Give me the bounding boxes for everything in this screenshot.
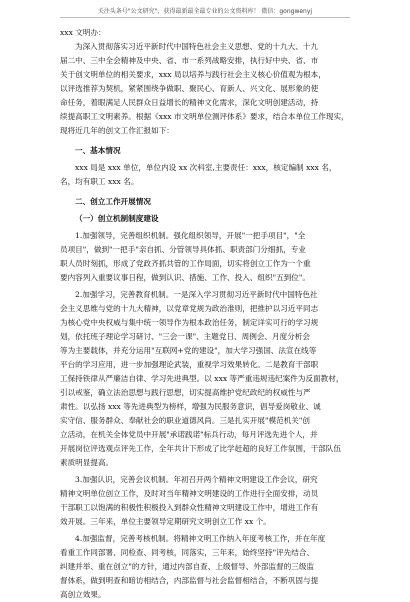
item-leadership [60,229,360,285]
paragraph-line: 精神文明单位创立工作，及时对当年精神文明建设的工作进行全面安排，动员 [60,489,319,498]
paragraph-line: 名，均有职工 xxx 名。 [60,177,139,186]
paragraph-line: 工保持铁律从严廉洁自律、学习先进典型。以 xxx 等严重违规违纪案件为反面教材， [60,374,344,383]
paragraph-line: 划，依托班子理论学习研讨、"三会一课"、主题党日、周例会、月度分析会 [60,332,310,341]
paragraph-line: 会主义思维与党的十九大精神，以党章党规为政治准则，把推护以习近平同志 [60,304,319,313]
paragraph-line: 实守信、服务群众、奉献社会的职业道德风尚。三是扎实开展"模范机关"创 [60,416,310,425]
header-divider [60,17,350,18]
paragraph-line: 督体系，做到明查和暗访相结合，内部监督与社会监督相结合，不断巩固与提 [60,576,319,585]
paragraph-line: 以评选推荐为契机，紧紧围绕争做职、聚民心、育新人、兴文化、展形象的使 [60,84,319,93]
subsection-title-mechanism: （一）创立机制制度建设 [75,214,159,223]
paragraph-line: 续提高职工文明素养。根据《xxx 市文明单位测评体系》要求，结合本单位工作现实， [60,112,349,121]
salutation: xxx 文明办： [60,28,106,37]
paragraph-line: 2.加强学习，完善教育机制。一是深入学习贯彻习近平新时代中国特色社 [75,290,318,299]
paragraph-line: 1.加强领导，完善组织机制。强化组织领导，开展"一把手项目"，"全 [75,231,306,240]
paragraph-line: 平台的学习应用，进一步加强理论武装，重视学习效果转化。二是教育干部职 [60,360,319,369]
paragraph-line: 纠建并举、重在创立"的方针，通过内部自查、上级督导、外部监督的三级监 [60,562,315,571]
paragraph-line: 要内容列入重要议事日程，做到认识、措施、工作、投入、组织"五到位"。 [60,273,310,282]
paragraph-line: 素质明显提高。 [60,458,114,467]
page-header: 关注头条号"公文研究"，获得最新最全最专业的公文资料库！ 微信：gongwenyj [97,8,313,15]
paragraph-line: 立活动，在机关全体党员中开展"承诺践诺"标兵行动，每月评选先进个人，并 [60,430,318,439]
paragraph-line: 届二中、三中全会精神及中央、省、市一系列战略安排，执行好中央、省、市 [60,56,319,65]
item-study [60,288,360,470]
document-body [60,26,360,602]
paragraph-line: 职人员时刻抓，形成了党政齐抓共管的工作局面，切实将创立工作为一个重 [60,259,311,268]
paragraph-line: 干部职工以饱满的积极性积极投入到群众性精神文明建设工作中，增进工作有 [60,503,319,512]
paragraph-line: 命任务，着眼满足人民群众日益增长的精神文化需求，深化文明创建活动，持 [60,98,319,107]
paragraph-line: xxx 局是 xxx 单位，单位内设 xx 次科室,主要责任：xxx，核定编制 xxx 名， [75,163,337,172]
paragraph-line: 等为主要载体，并充分运用"互联网+党的建设"，加大学习强国、法宣在线等 [60,346,317,355]
paragraph-line: 肃性。以弘扬 xxx 等先进典型为榜样，增强为民服务意识，倡导爱岗敬业、诚 [60,402,321,411]
paragraph-line: 4.加强监督，完善考核机制。将精神文明工作纳入年度考核工作，并在年度 [75,534,326,543]
paragraph-line: 关于创文明单位的相关要求，xxx 局以培养与践行社会主义核心价值观为根本， [60,70,326,79]
paragraph-line: 现将近几年的创文工作汇报如下： [60,126,174,135]
paragraph-line: 3.加强认识，完善会议机制。年初召开两个精神文明建设工作会议，研究 [75,475,318,484]
paragraph-line: 开展岗位评选观点评先工作，全年共计下形成了比学赶超的良好工作氛围，干部队伍 [60,444,341,453]
paragraph-line: 员项目"，做到"一把手"亲自抓、分管领导具体抓、职责部门分细抓，专业 [60,245,306,254]
paragraph-line: 为深入贯彻落实习近平新时代中国特色社会主义思想、党的十九大、十九 [75,42,318,51]
paragraph-line: 引以戒鉴，确立法治思想与践行思想，切实提高维护党纪政纪的权威性与严 [60,388,311,397]
paragraph-line: 高创立效果。 [60,590,106,599]
section-title-progress: 二、创立工作开展情况 [75,197,151,206]
item-supervision [60,532,360,602]
paragraph-line: 为核心党中央权威与集中统一领导作为根本政治任务，制定详实可行的学习规 [60,318,319,327]
section-title-basic: 一、基本情况 [75,146,121,155]
paragraph-line: 效开展。三年来，单位主要领导定期研究文明创立工作 xx 个。 [60,517,271,526]
paragraph-basic [60,161,360,189]
paragraph-line: 看重工作同部署、同检查、同考核，同落实，三年来，始终坚持"评先结合、 [60,548,315,557]
item-meeting [60,473,360,529]
paragraph-intro [60,40,360,138]
